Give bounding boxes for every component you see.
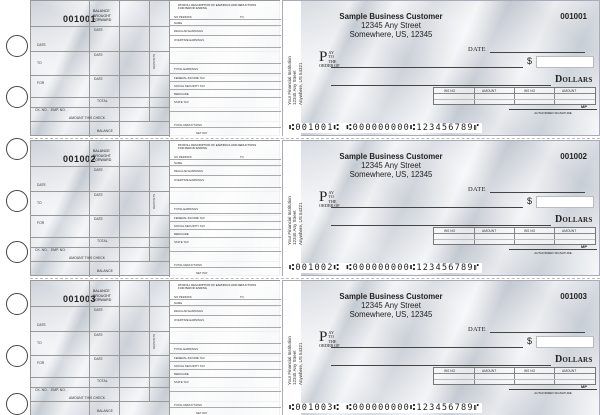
signature-label: AUTHORIZED SIGNATURE [534, 251, 572, 255]
payroll-net-pay: NET PAY [196, 411, 208, 415]
stub-for-label: FOR [37, 361, 45, 365]
amount-box[interactable] [536, 56, 594, 68]
punch-hole [6, 190, 28, 212]
payroll-overtime-earnings: OVERTIME EARNINGS [174, 38, 204, 42]
stub-for-label: FOR [37, 221, 45, 225]
payroll-medicare: MEDICARE [174, 92, 189, 96]
payroll-panel [169, 1, 281, 137]
dollar-sign: $ [527, 336, 533, 346]
payroll-overtime-earnings: OVERTIME EARNINGS [174, 318, 204, 322]
payroll-total-earnings: TOTAL EARNINGS [174, 67, 199, 71]
amount-box[interactable] [536, 196, 594, 208]
ledger-stub [30, 0, 280, 136]
payroll-name: NAME [174, 301, 183, 305]
payroll-total-deductions: TOTAL DEDUCTIONS [174, 403, 202, 407]
punch-hole [6, 293, 28, 315]
customer-city: Somewhere, US, 12345 [349, 30, 433, 39]
perforation [30, 278, 600, 279]
stub-deposits-label: DEPOSITS [152, 333, 156, 349]
signature-label: AUTHORIZED SIGNATURE [534, 391, 572, 395]
dollars-label: Dollars [555, 354, 593, 365]
pay-to-label: P AY TO THE ORDER OF [319, 49, 340, 69]
voucher-grid: WS NO AMOUNT WS NO AMOUNT [433, 367, 596, 385]
stub-date-label: DATE [37, 43, 46, 47]
stub-ckno-label: CK. NO. [35, 108, 48, 112]
customer-street: 12345 Any Street [361, 21, 421, 30]
date-line[interactable] [490, 192, 585, 193]
payroll-federal-tax: FEDERAL INCOME TAX [174, 356, 205, 360]
date-line[interactable] [490, 332, 585, 333]
payee-line[interactable] [331, 347, 523, 348]
stub-balance-label: BALANCE [97, 269, 113, 273]
signature-line[interactable] [509, 109, 597, 110]
punch-hole [6, 138, 28, 160]
signature-line[interactable] [509, 389, 597, 390]
payroll-panel [169, 281, 281, 415]
payroll-state-tax: STATE TAX [174, 240, 189, 244]
payroll-panel [169, 141, 281, 277]
stub-date-label: DATE [94, 308, 103, 312]
payee-line[interactable] [331, 67, 523, 68]
check [282, 0, 600, 136]
payroll-social-security: SOCIAL SECURITY TAX [174, 224, 205, 228]
payroll-to: TO [240, 295, 244, 299]
payroll-overtime-earnings: OVERTIME EARNINGS [174, 178, 204, 182]
stub-date-label: DATE [94, 28, 103, 32]
payroll-total-deductions: TOTAL DEDUCTIONS [174, 123, 202, 127]
payroll-net-pay: NET PAY [196, 271, 208, 275]
check-number: 001001 [560, 12, 587, 21]
stub-deposits-label: DEPOSITS [152, 193, 156, 209]
stub-number: 001002 [63, 154, 97, 164]
payroll-total-earnings: TOTAL EARNINGS [174, 347, 199, 351]
customer-block [303, 12, 479, 39]
punch-hole [6, 86, 28, 108]
amount-words-line[interactable] [331, 225, 551, 226]
balance-forward-label: BALANCE BROUGHT FORWARD [93, 149, 112, 163]
stub-empno-label: EMP. NO. [51, 388, 66, 392]
stub-to-label: TO [37, 201, 42, 205]
punch-hole [6, 35, 28, 57]
check-date-label: DATE [468, 46, 486, 53]
voucher-grid: WS NO AMOUNT WS NO AMOUNT [433, 87, 596, 105]
customer-city: Somewhere, US, 12345 [349, 310, 433, 319]
dollars-label: Dollars [555, 214, 593, 225]
stub-number: 001001 [63, 14, 97, 24]
stub-amount-this-check-label: AMOUNT THIS CHECK [69, 256, 106, 260]
check-date-label: DATE [468, 186, 486, 193]
check-number: 001003 [560, 292, 587, 301]
ledger-stub [30, 280, 280, 415]
payroll-total-earnings: TOTAL EARNINGS [174, 207, 199, 211]
payroll-regular-earnings: REGULAR EARNINGS [174, 29, 203, 33]
payroll-to: TO [240, 15, 244, 19]
stub-empno-label: EMP. NO. [51, 248, 66, 252]
micr-line: ⑆001001⑆ ⑆000000000⑆123456789⑈ [289, 123, 481, 133]
customer-name: Sample Business Customer [339, 292, 443, 301]
stub-ckno-label: CK. NO. [35, 248, 48, 252]
stub-date-label: DATE [37, 323, 46, 327]
customer-block [303, 152, 479, 179]
signature-line[interactable] [509, 249, 597, 250]
punch-hole [6, 241, 28, 263]
pay-to-label: P AY TO THE ORDER OF [319, 329, 340, 349]
stub-number: 001003 [63, 294, 97, 304]
check-number: 001002 [560, 152, 587, 161]
balance-forward-label: BALANCE BROUGHT FORWARD [93, 9, 112, 23]
check [282, 280, 600, 415]
payroll-heading: PAYROLL DESCRIPTION OF EARNINGS AND DEDUCTIONS FOR PERIOD ENDING [178, 283, 257, 291]
voucher-grid: WS NO AMOUNT WS NO AMOUNT [433, 227, 596, 245]
payroll-no-periods: NO PERIODS [174, 15, 192, 19]
check [282, 140, 600, 276]
amount-words-line[interactable] [331, 365, 551, 366]
mp-label: MP [581, 244, 587, 249]
micr-line: ⑆001003⑆ ⑆000000000⑆123456789⑈ [289, 403, 481, 413]
stub-balance-label: BALANCE [97, 129, 113, 133]
payroll-social-security: SOCIAL SECURITY TAX [174, 364, 205, 368]
pay-to-label: P AY TO THE ORDER OF [319, 189, 340, 209]
amount-words-line[interactable] [331, 85, 551, 86]
payroll-state-tax: STATE TAX [174, 380, 189, 384]
customer-street: 12345 Any Street [361, 161, 421, 170]
stub-date-label: DATE [94, 333, 103, 337]
stub-empno-label: EMP. NO. [51, 108, 66, 112]
perforation [30, 138, 600, 139]
payroll-no-periods: NO PERIODS [174, 295, 192, 299]
payroll-name: NAME [174, 161, 183, 165]
ledger-stub [30, 140, 280, 276]
payroll-federal-tax: FEDERAL INCOME TAX [174, 76, 205, 80]
payroll-net-pay: NET PAY [196, 131, 208, 135]
date-line[interactable] [490, 52, 585, 53]
customer-city: Somewhere, US, 12345 [349, 170, 433, 179]
stub-to-label: TO [37, 341, 42, 345]
stub-date-label: DATE [94, 357, 103, 361]
mp-label: MP [581, 104, 587, 109]
payroll-social-security: SOCIAL SECURITY TAX [174, 84, 205, 88]
stub-date-label: DATE [94, 77, 103, 81]
payroll-regular-earnings: REGULAR EARNINGS [174, 309, 203, 313]
mp-label: MP [581, 384, 587, 389]
payroll-name: NAME [174, 21, 183, 25]
customer-block [303, 292, 479, 319]
payroll-heading: PAYROLL DESCRIPTION OF EARNINGS AND DEDUCTIONS FOR PERIOD ENDING [178, 143, 257, 151]
payroll-no-periods: NO PERIODS [174, 155, 192, 159]
punch-hole [6, 345, 28, 367]
punch-hole [6, 393, 28, 415]
payroll-medicare: MEDICARE [174, 232, 189, 236]
stub-to-label: TO [37, 61, 42, 65]
stub-date-label: DATE [94, 193, 103, 197]
stub-total-label: TOTAL [97, 99, 108, 103]
amount-box[interactable] [536, 336, 594, 348]
stub-total-label: TOTAL [97, 379, 108, 383]
balance-forward-label: BALANCE BROUGHT FORWARD [93, 289, 112, 303]
stub-date-label: DATE [94, 168, 103, 172]
payroll-total-deductions: TOTAL DEDUCTIONS [174, 263, 202, 267]
stub-amount-this-check-label: AMOUNT THIS CHECK [69, 396, 106, 400]
payroll-heading: PAYROLL DESCRIPTION OF EARNINGS AND DEDUCTIONS FOR PERIOD ENDING [178, 3, 257, 11]
institution-block: Your Financial Institution 12345 Any Street Anywhere, US 54321 [287, 196, 303, 245]
dollars-label: Dollars [555, 74, 593, 85]
customer-name: Sample Business Customer [339, 12, 443, 21]
stub-amount-this-check-label: AMOUNT THIS CHECK [69, 116, 106, 120]
signature-label: AUTHORIZED SIGNATURE [534, 111, 572, 115]
customer-street: 12345 Any Street [361, 301, 421, 310]
customer-name: Sample Business Customer [339, 152, 443, 161]
stub-balance-label: BALANCE [97, 409, 113, 413]
payroll-federal-tax: FEDERAL INCOME TAX [174, 216, 205, 220]
stub-date-label: DATE [94, 53, 103, 57]
check-date-label: DATE [468, 326, 486, 333]
stub-deposits-label: DEPOSITS [152, 53, 156, 69]
dollar-sign: $ [527, 196, 533, 206]
stub-total-label: TOTAL [97, 239, 108, 243]
stub-ckno-label: CK. NO. [35, 388, 48, 392]
institution-block: Your Financial Institution 12345 Any Street Anywhere, US 54321 [287, 56, 303, 105]
stub-for-label: FOR [37, 81, 45, 85]
payroll-medicare: MEDICARE [174, 372, 189, 376]
institution-block: Your Financial Institution 12345 Any Street Anywhere, US 54321 [287, 336, 303, 385]
stub-date-label: DATE [37, 183, 46, 187]
micr-line: ⑆001002⑆ ⑆000000000⑆123456789⑈ [289, 263, 481, 273]
payroll-regular-earnings: REGULAR EARNINGS [174, 169, 203, 173]
payee-line[interactable] [331, 207, 523, 208]
payroll-to: TO [240, 155, 244, 159]
stub-date-label: DATE [94, 217, 103, 221]
payroll-state-tax: STATE TAX [174, 100, 189, 104]
dollar-sign: $ [527, 56, 533, 66]
